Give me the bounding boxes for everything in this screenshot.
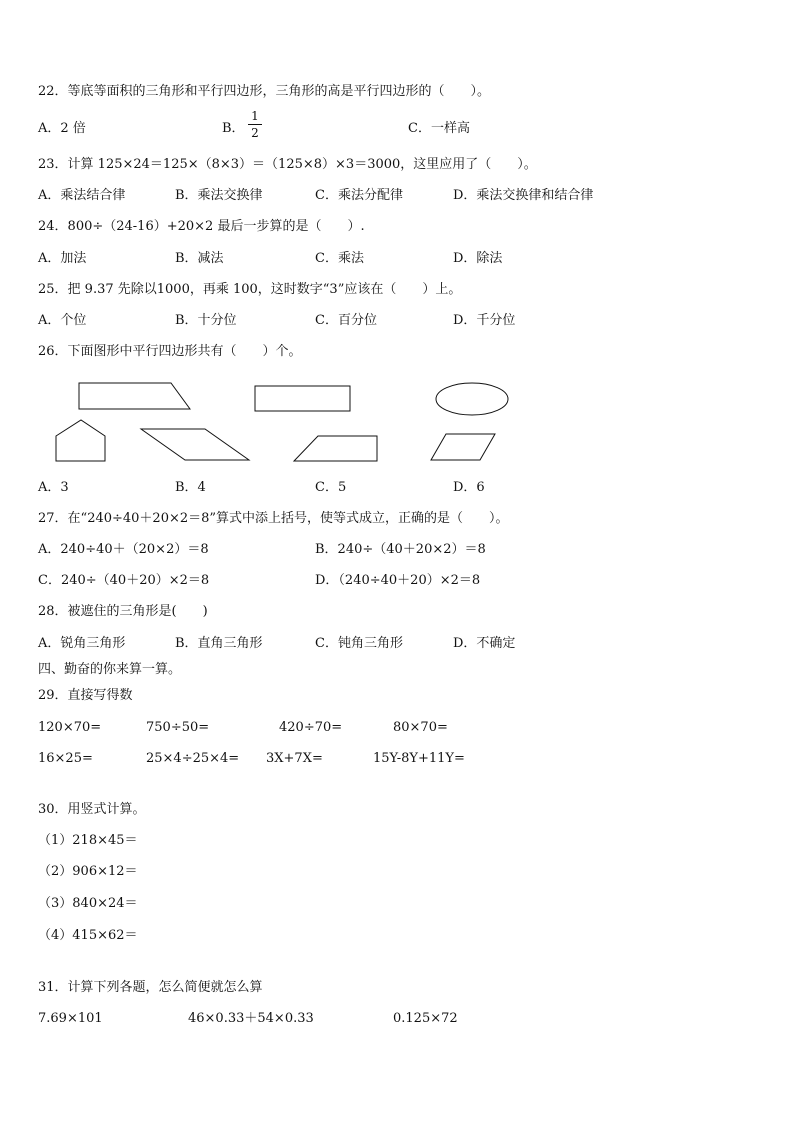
question-30-stem: 30．用竖式计算。 bbox=[38, 802, 146, 817]
question-25-stem: 25．把 9.37 先除以1000，再乘 100，这时数字“3”应该在（ ）上。 bbox=[38, 282, 462, 297]
question-24-option-a: A．加法 bbox=[38, 251, 87, 266]
question-27-option-c: C．240÷（40＋20）×2＝8 bbox=[38, 573, 210, 588]
question-29-stem: 29．直接写得数 bbox=[38, 688, 133, 703]
oral-calc-item: 120×70= bbox=[38, 720, 102, 735]
simplify-calc-item: 46×0.33＋54×0.33 bbox=[188, 1011, 314, 1026]
question-28-option-b: B．直角三角形 bbox=[175, 636, 263, 651]
vertical-calc-item: （2）906×12＝ bbox=[38, 864, 138, 879]
oral-calc-item: 25×4÷25×4= bbox=[146, 751, 240, 766]
question-25-option-d: D．千分位 bbox=[453, 313, 516, 328]
question-24-option-b: B．减法 bbox=[175, 251, 224, 266]
shape-rectangle bbox=[255, 386, 350, 411]
question-28-option-a: A．锐角三角形 bbox=[38, 636, 126, 651]
question-27-option-d: D．（240÷40＋20）×2＝8 bbox=[315, 573, 481, 588]
question-22-stem: 22．等底等面积的三角形和平行四边形，三角形的高是平行四边形的（ ）。 bbox=[38, 84, 491, 99]
section-4-heading: 四、勤奋的你来算一算。 bbox=[38, 662, 182, 677]
simplify-calc-item: 0.125×72 bbox=[393, 1011, 458, 1026]
question-28-option-c: C．钝角三角形 bbox=[315, 636, 403, 651]
question-26-stem: 26．下面图形中平行四边形共有（ ）个。 bbox=[38, 344, 302, 359]
question-26-option-d: D．6 bbox=[453, 480, 485, 495]
question-22-option-b-prefix: B． bbox=[222, 121, 245, 136]
oral-calc-item: 3X+7X= bbox=[266, 751, 323, 766]
shape-ellipse bbox=[436, 383, 508, 415]
question-26-option-c: C．5 bbox=[315, 480, 347, 495]
question-22-option-a: A．2 倍 bbox=[38, 121, 86, 136]
shape-pentagon bbox=[56, 420, 105, 461]
question-27-option-b: B．240÷（40＋20×2）＝8 bbox=[315, 542, 486, 557]
fraction-denominator: 2 bbox=[251, 126, 259, 140]
question-23-option-d: D．乘法交换律和结合律 bbox=[453, 188, 594, 203]
question-24-option-d: D．除法 bbox=[453, 251, 503, 266]
oral-calc-item: 420÷70= bbox=[279, 720, 343, 735]
oral-calc-item: 15Y-8Y+11Y= bbox=[373, 751, 465, 766]
question-25-option-b: B．十分位 bbox=[175, 313, 237, 328]
shape-parallelogram-wide bbox=[141, 429, 249, 460]
oral-calc-item: 80×70= bbox=[393, 720, 448, 735]
question-23-option-c: C．乘法分配律 bbox=[315, 188, 403, 203]
question-27-option-a: A．240÷40＋（20×2）＝8 bbox=[38, 542, 209, 557]
fraction-numerator: 1 bbox=[251, 109, 259, 123]
shape-right-trapezoid bbox=[79, 383, 190, 409]
question-31-stem: 31．计算下列各题，怎么简便就怎么算 bbox=[38, 980, 263, 995]
shape-trapezoid bbox=[294, 436, 377, 461]
question-28-stem: 28．被遮住的三角形是( ) bbox=[38, 604, 208, 619]
oral-calc-item: 16×25= bbox=[38, 751, 93, 766]
simplify-calc-item: 7.69×101 bbox=[38, 1011, 103, 1026]
question-22-option-c: C．一样高 bbox=[408, 121, 470, 136]
question-25-option-c: C．百分位 bbox=[315, 313, 377, 328]
question-28-option-d: D．不确定 bbox=[453, 636, 516, 651]
vertical-calc-item: （4）415×62＝ bbox=[38, 928, 138, 943]
vertical-calc-item: （3）840×24＝ bbox=[38, 896, 138, 911]
question-27-stem: 27．在“240÷40＋20×2＝8”算式中添上括号，使等式成立，正确的是（ ）。 bbox=[38, 511, 509, 526]
question-23-stem: 23．计算 125×24＝125×（8×3）＝（125×8）×3＝3000，这里应用了（ ）。 bbox=[38, 157, 537, 172]
vertical-calc-item: （1）218×45＝ bbox=[38, 833, 138, 848]
oral-calc-item: 750÷50= bbox=[146, 720, 210, 735]
question-25-option-a: A．个位 bbox=[38, 313, 87, 328]
question-26-option-a: A．3 bbox=[38, 480, 69, 495]
question-23-option-a: A．乘法结合律 bbox=[38, 188, 126, 203]
question-24-stem: 24．800÷（24-16）+20×2 最后一步算的是（ ）. bbox=[38, 219, 365, 234]
question-26-option-b: B．4 bbox=[175, 480, 206, 495]
shape-parallelogram-small bbox=[431, 434, 495, 460]
question-23-option-b: B．乘法交换律 bbox=[175, 188, 263, 203]
question-24-option-c: C．乘法 bbox=[315, 251, 364, 266]
